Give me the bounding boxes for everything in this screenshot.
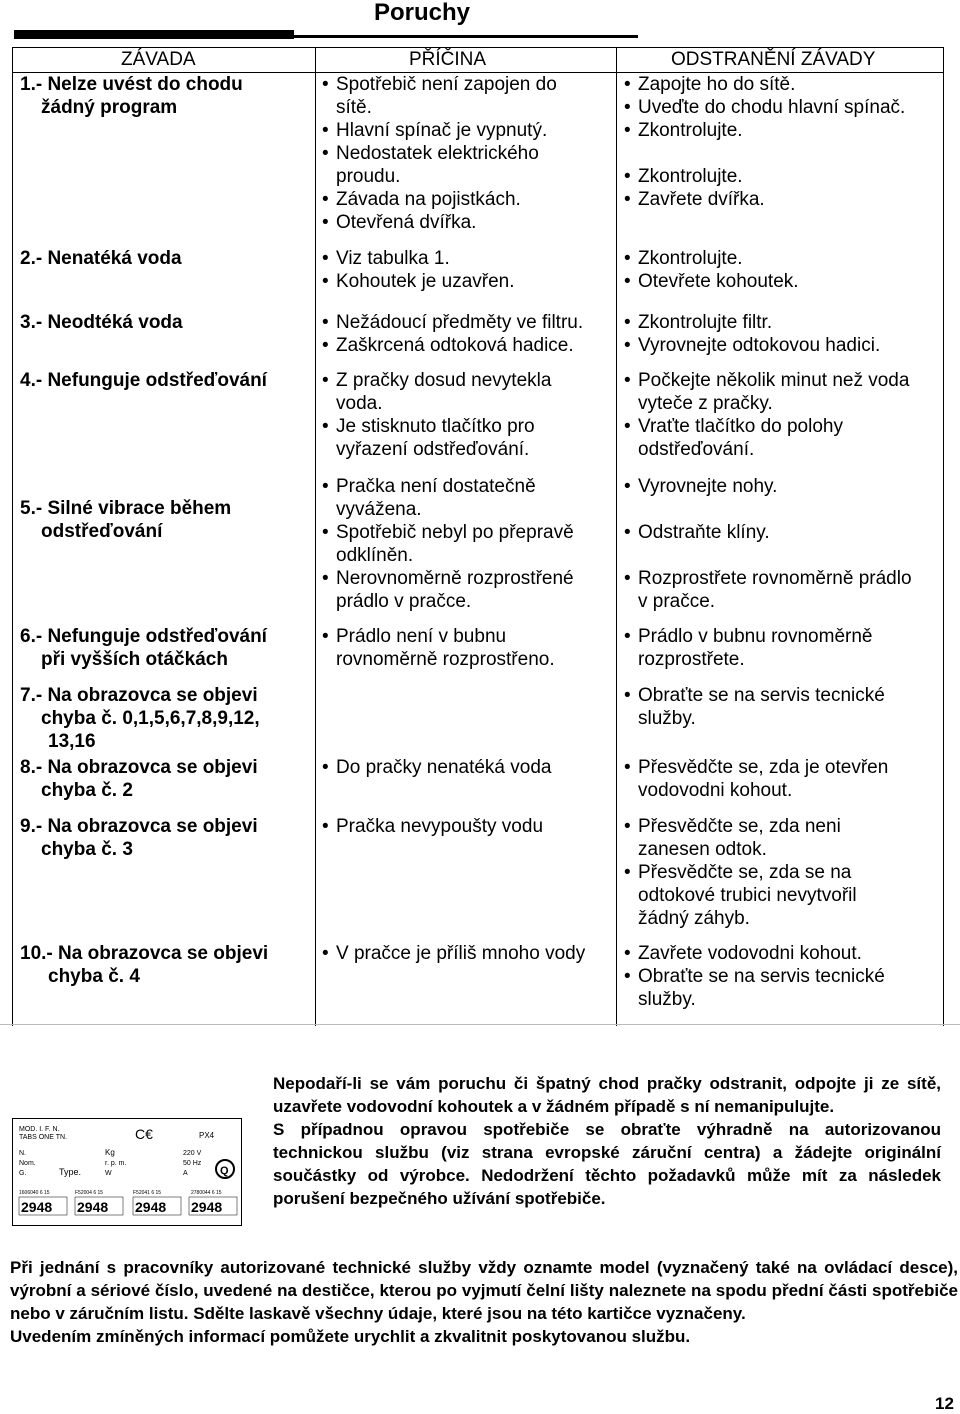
fault-cell [20, 311, 183, 334]
cell-line: • Vyrovnejte nohy. [638, 476, 778, 497]
cell-line: 13,16 [48, 731, 96, 752]
cause-cell [322, 311, 583, 357]
svg-text:2948: 2948 [191, 1199, 223, 1215]
cell-line: odstřeďování [41, 521, 163, 542]
cell-line: 5.- Silné vibrace během [20, 498, 232, 519]
bullet-item [624, 942, 885, 965]
cell-line: služby. [638, 708, 696, 729]
bullet-item [322, 247, 515, 270]
bullet-item [322, 942, 585, 965]
page-number: 12 [935, 1394, 954, 1413]
svg-text:50 Hz: 50 Hz [183, 1160, 202, 1167]
remedy-cell [624, 942, 885, 1011]
cell-line: vyvážena. [336, 499, 422, 520]
svg-text:W: W [105, 1170, 112, 1177]
cell-line: 3.- Neodtéká voda [20, 312, 183, 333]
cell-line: chyba č. 0,1,5,6,7,8,9,12, [41, 708, 260, 729]
svg-text:G.: G. [19, 1170, 27, 1177]
column-divider [616, 48, 617, 1026]
remedy-cell [624, 684, 885, 730]
title-rule-thin [294, 35, 638, 38]
svg-text:MOD. I. F. N.: MOD. I. F. N. [19, 1126, 60, 1133]
remedy-cell [624, 369, 909, 461]
cause-cell [322, 815, 543, 838]
svg-text:Nom.: Nom. [19, 1160, 36, 1167]
cell-line: vyřazení odstřeďování. [336, 439, 530, 460]
cell-line: • Spotřebič není zapojen do [336, 74, 557, 95]
cell-line: 8.- Na obrazovca se objevi [20, 757, 258, 778]
fault-cell [20, 625, 267, 671]
bullet-item [624, 73, 905, 96]
cell-line: • V pračce je příliš mnoho vody [336, 943, 586, 964]
remedy-cell [624, 247, 799, 293]
cause-cell [322, 625, 555, 671]
bullet-item [322, 756, 551, 779]
fault-cell [20, 73, 243, 119]
cell-line: • Otevřená dvířka. [336, 212, 477, 233]
cell-line: prádlo v pračce. [336, 591, 472, 612]
cell-line: • Zkontrolujte. [638, 120, 743, 141]
bullet-item [624, 311, 880, 334]
cell-line: • Z pračky dosud nevytekla [336, 370, 552, 391]
cause-cell [322, 73, 557, 234]
fault-cell [20, 247, 182, 270]
svg-text:2948: 2948 [77, 1199, 109, 1215]
bullet-item [624, 247, 799, 270]
bullet-item [322, 211, 557, 234]
bullet-item [322, 334, 583, 357]
bullet-item [624, 165, 905, 188]
bullet-item [624, 861, 857, 930]
bullet-item [624, 119, 905, 142]
cell-line: • Vraťte tlačítko do polohy [638, 416, 843, 437]
bullet-item [322, 270, 515, 293]
svg-text:r. p. m.: r. p. m. [105, 1160, 127, 1167]
cell-line: žádný program [41, 97, 178, 118]
remedy-cell [624, 756, 888, 802]
cause-cell [322, 369, 551, 461]
cell-line: zanesen odtok. [638, 839, 767, 860]
svg-text:C€: C€ [135, 1126, 153, 1142]
cell-line: • Prádlo není v bubnu [336, 626, 507, 647]
bullet-item [624, 96, 905, 119]
bullet-item [624, 625, 872, 671]
cell-line: • Nedostatek elektrického [336, 143, 539, 164]
cell-line: vyteče z pračky. [638, 393, 773, 414]
fault-cell [20, 756, 258, 802]
svg-text:Kg: Kg [105, 1148, 115, 1157]
cell-line: 1.- Nelze uvést do chodu [20, 74, 243, 95]
cell-line: • Otevřete kohoutek. [638, 271, 799, 292]
cell-line: • Počkejte několik minut než voda [638, 370, 910, 391]
bullet-item [322, 73, 557, 119]
cause-cell [322, 756, 551, 779]
bullet-item [322, 475, 574, 521]
svg-text:F52004 6 15: F52004 6 15 [75, 1190, 104, 1196]
bullet-item [322, 142, 557, 188]
bullet-item [624, 369, 909, 415]
footer-text [10, 1256, 958, 1348]
svg-text:Q: Q [220, 1165, 229, 1177]
bullet-item [624, 270, 799, 293]
svg-text:1606040 6 15: 1606040 6 15 [19, 1190, 50, 1196]
remedy-cell [624, 73, 905, 211]
fault-cell [20, 497, 231, 543]
cell-line: • Uveďte do chodu hlavní spínač. [638, 97, 906, 118]
cell-line: • Pračka nevypoušty vodu [336, 816, 544, 837]
svg-text:220 V: 220 V [183, 1150, 202, 1157]
bullet-item [322, 188, 557, 211]
bullet-item [322, 311, 583, 334]
rating-plate-drawing [13, 1119, 241, 1225]
cell-line: 9.- Na obrazovca se objevi [20, 816, 258, 837]
bullet-item [624, 815, 857, 861]
footer-paragraph: Při jednání s pracovníky autorizované technické služby vždy oznamte model (vyznačený také na ovládací desce), výrobní a sériové číslo, uvedené na destičce, kterou po vyjmutí čelní lišty naleznete na spodu přední části spotřebiče nebo v záručním listu. Sdělte laskavě všechny údaje, které jsou na této kartičce vyznačeny. [10, 1258, 958, 1323]
cell-line: • Přesvědčte se, zda je otevřen [638, 757, 889, 778]
cell-line: proudu. [336, 166, 401, 187]
svg-text:2780044 6 15: 2780044 6 15 [191, 1190, 222, 1196]
cell-line: odstřeďování. [638, 439, 755, 460]
bullet-item [322, 415, 551, 461]
title-rule-thick [14, 30, 294, 39]
bullet-item [322, 625, 555, 671]
fault-cell [20, 942, 268, 988]
column-divider [315, 48, 316, 1026]
cell-line: • Odstraňte klíny. [638, 522, 770, 543]
fault-cell [20, 815, 258, 861]
bullet-item [322, 521, 574, 567]
bullet-item [624, 334, 880, 357]
bullet-item [624, 475, 912, 498]
svg-text:TABS ONE TN.: TABS ONE TN. [19, 1134, 67, 1141]
cell-line: • Obraťte se na servis tecnické [638, 685, 885, 706]
page-title: Poruchy [374, 0, 471, 26]
table-header [13, 48, 943, 73]
bullet-item [624, 684, 885, 730]
remedy-cell [624, 625, 872, 671]
notice-paragraph: S případnou opravou spotřebiče se obraťte výhradně na autorizovanou technickou službu (viz strana evropské záruční centra) a žádejte originální součástky od výrobce. Nedodržení těchto požadavků může mít za následek porušení bezpečného užívání spotřebiče. [273, 1120, 941, 1208]
cell-line: 2.- Nenatéká voda [20, 248, 182, 269]
remedy-cell [624, 815, 857, 930]
cell-line: • Nerovnoměrně rozprostřené [336, 568, 574, 589]
cell-line: • Spotřebič nebyl po přepravě [336, 522, 574, 543]
cell-line: • Zaškrcená odtoková hadice. [336, 335, 574, 356]
bullet-item [322, 369, 551, 415]
cell-line: • Zavřete vodovodni kohout. [638, 943, 862, 964]
cell-line: • Hlavní spínač je vypnutý. [336, 120, 548, 141]
cell-line: 10.- Na obrazovca se objevi [20, 943, 269, 964]
cell-line: služby. [638, 989, 696, 1010]
cell-line: • Viz tabulka 1. [336, 248, 450, 269]
bullet-item [624, 756, 888, 802]
footer-paragraph: Uvedením zmíněných informací pomůžete urychlit a zkvalitnit poskytovanou službu. [10, 1327, 691, 1346]
cell-line: v pračce. [638, 591, 716, 612]
cell-line: • Nežádoucí předměty ve filtru. [336, 312, 584, 333]
cause-cell [322, 247, 515, 293]
cell-line: • Zkontrolujte. [638, 248, 743, 269]
cell-line: • Prádlo v bubnu rovnoměrně [638, 626, 873, 647]
header-cause: PŘÍČINA [409, 49, 487, 70]
cell-line: • Do pračky nenatéká voda [336, 757, 552, 778]
header-fault: ZÁVADA [121, 49, 196, 70]
cell-line: 6.- Nefunguje odstřeďování [20, 626, 267, 647]
cell-line: sítě. [336, 97, 372, 118]
svg-text:2948: 2948 [21, 1199, 53, 1215]
cell-line: vodovodni kohout. [638, 780, 793, 801]
bullet-item [322, 567, 574, 613]
bullet-item [624, 415, 909, 461]
header-remedy: ODSTRANĚNÍ ZÁVADY [671, 49, 876, 70]
cell-line: • Zkontrolujte filtr. [638, 312, 773, 333]
cell-line: chyba č. 2 [41, 780, 133, 801]
cell-line: • Zkontrolujte. [638, 166, 743, 187]
cause-cell [322, 942, 585, 965]
cell-line: • Zavřete dvířka. [638, 189, 765, 210]
bullet-item [624, 567, 912, 613]
cell-line: žádný záhyb. [638, 908, 750, 929]
bullet-item [624, 188, 905, 211]
cell-line: • Vyrovnejte odtokovou hadici. [638, 335, 881, 356]
bullet-item [624, 965, 885, 1011]
svg-text:PX4: PX4 [199, 1131, 215, 1140]
cell-line: při vyšších otáčkách [41, 649, 228, 670]
cell-line: 4.- Nefunguje odstřeďování [20, 370, 267, 391]
cell-line: chyba č. 4 [48, 966, 140, 987]
cell-line: • Kohoutek je uzavřen. [336, 271, 515, 292]
notice-paragraph: Nepodaří-li se vám poruchu či špatný chod pračky odstranit, odpojte ji ze sítě, uzavřete vodovodní kohoutek a v žádném případě s ní nemanipulujte. [273, 1074, 941, 1116]
svg-text:N.: N. [19, 1150, 26, 1157]
remedy-cell [624, 311, 880, 357]
svg-text:2948: 2948 [135, 1199, 167, 1215]
remedy-cell [624, 475, 912, 613]
fault-cell [20, 369, 267, 392]
cell-line: • Zapojte ho do sítě. [638, 74, 796, 95]
bullet-item [322, 119, 557, 142]
cell-line: • Rozprostřete rovnoměrně prádlo [638, 568, 912, 589]
svg-text:Type.: Type. [59, 1167, 82, 1177]
cell-line: rozprostřete. [638, 649, 745, 670]
cell-line: • Je stisknuto tlačítko pro [336, 416, 535, 437]
svg-text:A: A [183, 1170, 188, 1177]
cell-line: • Přesvědčte se, zda neni [638, 816, 841, 837]
cell-line: • Pračka není dostatečně [336, 476, 536, 497]
service-notice [273, 1072, 941, 1210]
cell-line: chyba č. 3 [41, 839, 133, 860]
fault-cell [20, 684, 260, 753]
cell-line: odklíněn. [336, 545, 414, 566]
svg-text:F52041 6 15: F52041 6 15 [133, 1190, 162, 1196]
cell-line: • Obraťte se na servis tecnické [638, 966, 885, 987]
rating-plate-image [12, 1118, 242, 1226]
cell-line: • Přesvědčte se, zda se na [638, 862, 852, 883]
cell-line: rovnoměrně rozprostřeno. [336, 649, 555, 670]
cell-line: • Závada na pojistkách. [336, 189, 521, 210]
cell-line: odtokové trubici nevytvořil [638, 885, 857, 906]
table-bottom-rule [0, 1024, 960, 1025]
cell-line: 7.- Na obrazovca se objevi [20, 685, 258, 706]
cell-line: voda. [336, 393, 383, 414]
bullet-item [322, 815, 543, 838]
bullet-item [624, 521, 912, 544]
cause-cell [322, 475, 574, 613]
